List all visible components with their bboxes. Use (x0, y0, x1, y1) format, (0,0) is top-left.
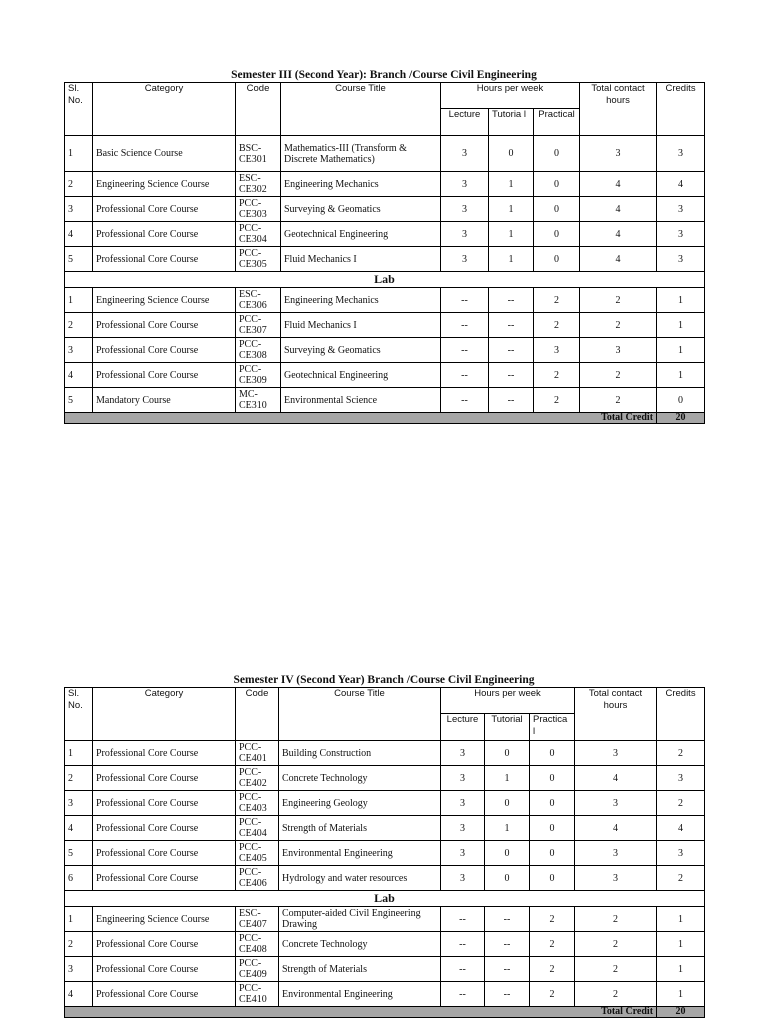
lecture-hours-cell: 3 (441, 766, 485, 791)
sl-no-cell: 5 (65, 388, 93, 413)
lecture-hours-cell: -- (441, 982, 485, 1007)
course-title-cell: Mathematics-III (Transform & Discrete Mathematics) (281, 136, 441, 172)
table-row (65, 982, 705, 1007)
course-title-cell: Fluid Mechanics I (281, 313, 441, 338)
tutorial-hours-cell: -- (485, 932, 530, 957)
sl-no-cell: 4 (65, 363, 93, 388)
code-cell: PCC-CE304 (236, 222, 281, 247)
sl-no-cell: 2 (65, 313, 93, 338)
header-tutorial: Tutoria l (489, 109, 534, 136)
contact-hours-cell: 2 (575, 932, 657, 957)
semester-4-title: Semester IV (Second Year) Branch /Course Civil Engineering (233, 674, 535, 686)
credits-cell: 3 (657, 222, 705, 247)
category-cell: Engineering Science Course (93, 172, 236, 197)
code-cell: PCC-CE401 (236, 741, 279, 766)
header-sl-no: Sl. No. (65, 688, 93, 741)
tutorial-hours-cell: -- (489, 388, 534, 413)
header-category: Category (93, 688, 236, 741)
practical-hours-cell: 2 (530, 982, 575, 1007)
credits-cell: 1 (657, 363, 705, 388)
total-credit-label: Total Credit (65, 1007, 657, 1018)
lecture-hours-cell: 3 (441, 841, 485, 866)
category-cell: Professional Core Course (93, 363, 236, 388)
code-cell: PCC-CE303 (236, 197, 281, 222)
table-row (65, 172, 705, 197)
code-cell: PCC-CE309 (236, 363, 281, 388)
contact-hours-cell: 4 (575, 766, 657, 791)
table-row (65, 288, 705, 313)
total-credit-label: Total Credit (65, 413, 657, 424)
semester-3-section (64, 68, 704, 424)
table-row (65, 338, 705, 363)
code-cell: ESC-CE407 (236, 907, 279, 932)
category-cell: Engineering Science Course (93, 907, 236, 932)
category-cell: Professional Core Course (93, 932, 236, 957)
lecture-hours-cell: -- (441, 957, 485, 982)
table-row (65, 197, 705, 222)
category-cell: Professional Core Course (93, 247, 236, 272)
header-practical: Practical (534, 109, 580, 136)
sl-no-cell: 4 (65, 816, 93, 841)
total-credit-value: 20 (657, 413, 705, 424)
category-cell: Professional Core Course (93, 957, 236, 982)
practical-hours-cell: 0 (534, 136, 580, 172)
table-row (65, 766, 705, 791)
credits-cell: 1 (657, 338, 705, 363)
contact-hours-cell: 4 (575, 816, 657, 841)
code-cell: PCC-CE308 (236, 338, 281, 363)
semester-4-table (64, 687, 705, 1018)
course-title-cell: Environmental Engineering (279, 982, 441, 1007)
category-cell: Professional Core Course (93, 338, 236, 363)
tutorial-hours-cell: 1 (485, 766, 530, 791)
course-title-cell: Strength of Materials (279, 957, 441, 982)
course-title-cell: Environmental Engineering (279, 841, 441, 866)
category-cell: Professional Core Course (93, 222, 236, 247)
lecture-hours-cell: 3 (441, 136, 489, 172)
sl-no-cell: 5 (65, 841, 93, 866)
header-code: Code (236, 688, 279, 741)
tutorial-hours-cell: 1 (489, 172, 534, 197)
contact-hours-cell: 2 (580, 288, 657, 313)
lecture-hours-cell: 3 (441, 791, 485, 816)
practical-hours-cell: 2 (530, 957, 575, 982)
lecture-hours-cell: -- (441, 388, 489, 413)
sl-no-cell: 2 (65, 766, 93, 791)
contact-hours-cell: 4 (580, 222, 657, 247)
lecture-hours-cell: -- (441, 288, 489, 313)
lecture-hours-cell: -- (441, 338, 489, 363)
tutorial-hours-cell: 0 (485, 791, 530, 816)
header-total-contact-hours: Total contact hours (580, 83, 657, 136)
tutorial-hours-cell: 0 (485, 741, 530, 766)
contact-hours-cell: 3 (580, 136, 657, 172)
contact-hours-cell: 3 (575, 741, 657, 766)
category-cell: Professional Core Course (93, 197, 236, 222)
sl-no-cell: 2 (65, 932, 93, 957)
course-title-cell: Strength of Materials (279, 816, 441, 841)
lecture-hours-cell: 3 (441, 816, 485, 841)
sl-no-cell: 1 (65, 741, 93, 766)
sl-no-cell: 3 (65, 197, 93, 222)
table-row (65, 363, 705, 388)
course-title-cell: Building Construction (279, 741, 441, 766)
practical-hours-cell: 0 (530, 866, 575, 891)
header-practical: Practica l (530, 714, 575, 741)
tutorial-hours-cell: -- (485, 957, 530, 982)
category-cell: Mandatory Course (93, 388, 236, 413)
tutorial-hours-cell: -- (489, 338, 534, 363)
code-cell: MC-CE310 (236, 388, 281, 413)
contact-hours-cell: 2 (575, 957, 657, 982)
practical-hours-cell: 2 (534, 388, 580, 413)
practical-hours-cell: 0 (530, 766, 575, 791)
table-row (65, 388, 705, 413)
sl-no-cell: 1 (65, 907, 93, 932)
tutorial-hours-cell: 1 (489, 222, 534, 247)
code-cell: PCC-CE410 (236, 982, 279, 1007)
sl-no-cell: 3 (65, 791, 93, 816)
code-cell: PCC-CE403 (236, 791, 279, 816)
course-title-cell: Engineering Mechanics (281, 288, 441, 313)
practical-hours-cell: 0 (530, 816, 575, 841)
lecture-hours-cell: -- (441, 313, 489, 338)
practical-hours-cell: 2 (534, 313, 580, 338)
credits-cell: 3 (657, 247, 705, 272)
category-cell: Professional Core Course (93, 791, 236, 816)
course-title-cell: Engineering Geology (279, 791, 441, 816)
category-cell: Professional Core Course (93, 982, 236, 1007)
practical-hours-cell: 2 (534, 288, 580, 313)
lecture-hours-cell: 3 (441, 197, 489, 222)
course-title-cell: Fluid Mechanics I (281, 247, 441, 272)
lab-heading: Lab (65, 272, 705, 288)
lecture-hours-cell: 3 (441, 866, 485, 891)
semester-4-section (64, 673, 704, 1018)
code-cell: ESC-CE302 (236, 172, 281, 197)
header-total-contact-hours: Total contact hours (575, 688, 657, 741)
code-cell: PCC-CE402 (236, 766, 279, 791)
course-title-cell: Hydrology and water resources (279, 866, 441, 891)
sl-no-cell: 3 (65, 957, 93, 982)
practical-hours-cell: 3 (534, 338, 580, 363)
sl-no-cell: 1 (65, 288, 93, 313)
tutorial-hours-cell: -- (489, 313, 534, 338)
code-cell: PCC-CE307 (236, 313, 281, 338)
header-category: Category (93, 83, 236, 136)
sl-no-cell: 2 (65, 172, 93, 197)
practical-hours-cell: 0 (534, 197, 580, 222)
table-row (65, 932, 705, 957)
lecture-hours-cell: 3 (441, 222, 489, 247)
code-cell: PCC-CE305 (236, 247, 281, 272)
contact-hours-cell: 2 (575, 907, 657, 932)
credits-cell: 4 (657, 172, 705, 197)
table-row (65, 741, 705, 766)
tutorial-hours-cell: -- (489, 288, 534, 313)
credits-cell: 2 (657, 791, 705, 816)
credits-cell: 3 (657, 136, 705, 172)
tutorial-hours-cell: 1 (485, 816, 530, 841)
course-title-cell: Surveying & Geomatics (281, 338, 441, 363)
category-cell: Professional Core Course (93, 841, 236, 866)
header-credits: Credits (657, 83, 705, 136)
sl-no-cell: 5 (65, 247, 93, 272)
table-row (65, 222, 705, 247)
practical-hours-cell: 0 (534, 222, 580, 247)
contact-hours-cell: 2 (580, 363, 657, 388)
header-lecture: Lecture (441, 109, 489, 136)
tutorial-hours-cell: 1 (489, 247, 534, 272)
credits-cell: 1 (657, 982, 705, 1007)
table-row (65, 841, 705, 866)
course-title-cell: Geotechnical Engineering (281, 222, 441, 247)
tutorial-hours-cell: 0 (485, 841, 530, 866)
credits-cell: 0 (657, 388, 705, 413)
contact-hours-cell: 2 (575, 982, 657, 1007)
header-lecture: Lecture (441, 714, 485, 741)
contact-hours-cell: 2 (580, 313, 657, 338)
practical-hours-cell: 0 (534, 172, 580, 197)
header-hours-per-week: Hours per week (441, 688, 575, 714)
table-row (65, 866, 705, 891)
tutorial-hours-cell: 1 (489, 197, 534, 222)
total-credit-value: 20 (657, 1007, 705, 1018)
credits-cell: 3 (657, 766, 705, 791)
sl-no-cell: 6 (65, 866, 93, 891)
credits-cell: 2 (657, 866, 705, 891)
practical-hours-cell: 0 (534, 247, 580, 272)
header-credits: Credits (657, 688, 705, 741)
practical-hours-cell: 0 (530, 841, 575, 866)
sl-no-cell: 4 (65, 222, 93, 247)
tutorial-hours-cell: -- (489, 363, 534, 388)
practical-hours-cell: 0 (530, 791, 575, 816)
table-row (65, 313, 705, 338)
header-code: Code (236, 83, 281, 136)
header-hours-per-week: Hours per week (441, 83, 580, 109)
category-cell: Professional Core Course (93, 866, 236, 891)
contact-hours-cell: 4 (580, 197, 657, 222)
category-cell: Professional Core Course (93, 741, 236, 766)
course-title-cell: Engineering Mechanics (281, 172, 441, 197)
header-sl-no: Sl. No. (65, 83, 93, 136)
course-title-cell: Concrete Technology (279, 932, 441, 957)
lecture-hours-cell: 3 (441, 172, 489, 197)
table-row (65, 907, 705, 932)
course-title-cell: Environmental Science (281, 388, 441, 413)
header-tutorial: Tutorial (485, 714, 530, 741)
practical-hours-cell: 0 (530, 741, 575, 766)
contact-hours-cell: 3 (575, 791, 657, 816)
practical-hours-cell: 2 (530, 932, 575, 957)
code-cell: PCC-CE408 (236, 932, 279, 957)
sl-no-cell: 1 (65, 136, 93, 172)
lecture-hours-cell: -- (441, 932, 485, 957)
lecture-hours-cell: 3 (441, 247, 489, 272)
credits-cell: 2 (657, 741, 705, 766)
credits-cell: 4 (657, 816, 705, 841)
category-cell: Professional Core Course (93, 816, 236, 841)
category-cell: Engineering Science Course (93, 288, 236, 313)
lecture-hours-cell: 3 (441, 741, 485, 766)
code-cell: PCC-CE409 (236, 957, 279, 982)
sl-no-cell: 3 (65, 338, 93, 363)
category-cell: Professional Core Course (93, 313, 236, 338)
course-title-cell: Concrete Technology (279, 766, 441, 791)
contact-hours-cell: 3 (575, 866, 657, 891)
code-cell: BSC-CE301 (236, 136, 281, 172)
table-row (65, 957, 705, 982)
table-row (65, 791, 705, 816)
category-cell: Basic Science Course (93, 136, 236, 172)
code-cell: PCC-CE405 (236, 841, 279, 866)
lecture-hours-cell: -- (441, 907, 485, 932)
credits-cell: 1 (657, 907, 705, 932)
contact-hours-cell: 3 (575, 841, 657, 866)
contact-hours-cell: 2 (580, 388, 657, 413)
course-title-cell: Computer-aided Civil Engineering Drawing (279, 907, 441, 932)
sl-no-cell: 4 (65, 982, 93, 1007)
tutorial-hours-cell: 0 (489, 136, 534, 172)
credits-cell: 1 (657, 288, 705, 313)
header-course-title: Course Title (281, 83, 441, 136)
table-row (65, 816, 705, 841)
credits-cell: 1 (657, 932, 705, 957)
contact-hours-cell: 4 (580, 172, 657, 197)
practical-hours-cell: 2 (530, 907, 575, 932)
code-cell: ESC-CE306 (236, 288, 281, 313)
course-title-cell: Surveying & Geomatics (281, 197, 441, 222)
course-title-cell: Geotechnical Engineering (281, 363, 441, 388)
credits-cell: 3 (657, 197, 705, 222)
tutorial-hours-cell: -- (485, 982, 530, 1007)
semester-3-table (64, 82, 705, 424)
contact-hours-cell: 4 (580, 247, 657, 272)
header-course-title: Course Title (279, 688, 441, 741)
credits-cell: 1 (657, 957, 705, 982)
category-cell: Professional Core Course (93, 766, 236, 791)
lecture-hours-cell: -- (441, 363, 489, 388)
code-cell: PCC-CE404 (236, 816, 279, 841)
code-cell: PCC-CE406 (236, 866, 279, 891)
tutorial-hours-cell: -- (485, 907, 530, 932)
semester-3-title: Semester III (Second Year): Branch /Course Civil Engineering (231, 69, 537, 81)
contact-hours-cell: 3 (580, 338, 657, 363)
lab-heading: Lab (65, 891, 705, 907)
credits-cell: 1 (657, 313, 705, 338)
practical-hours-cell: 2 (534, 363, 580, 388)
table-row (65, 247, 705, 272)
tutorial-hours-cell: 0 (485, 866, 530, 891)
credits-cell: 3 (657, 841, 705, 866)
table-row (65, 136, 705, 172)
